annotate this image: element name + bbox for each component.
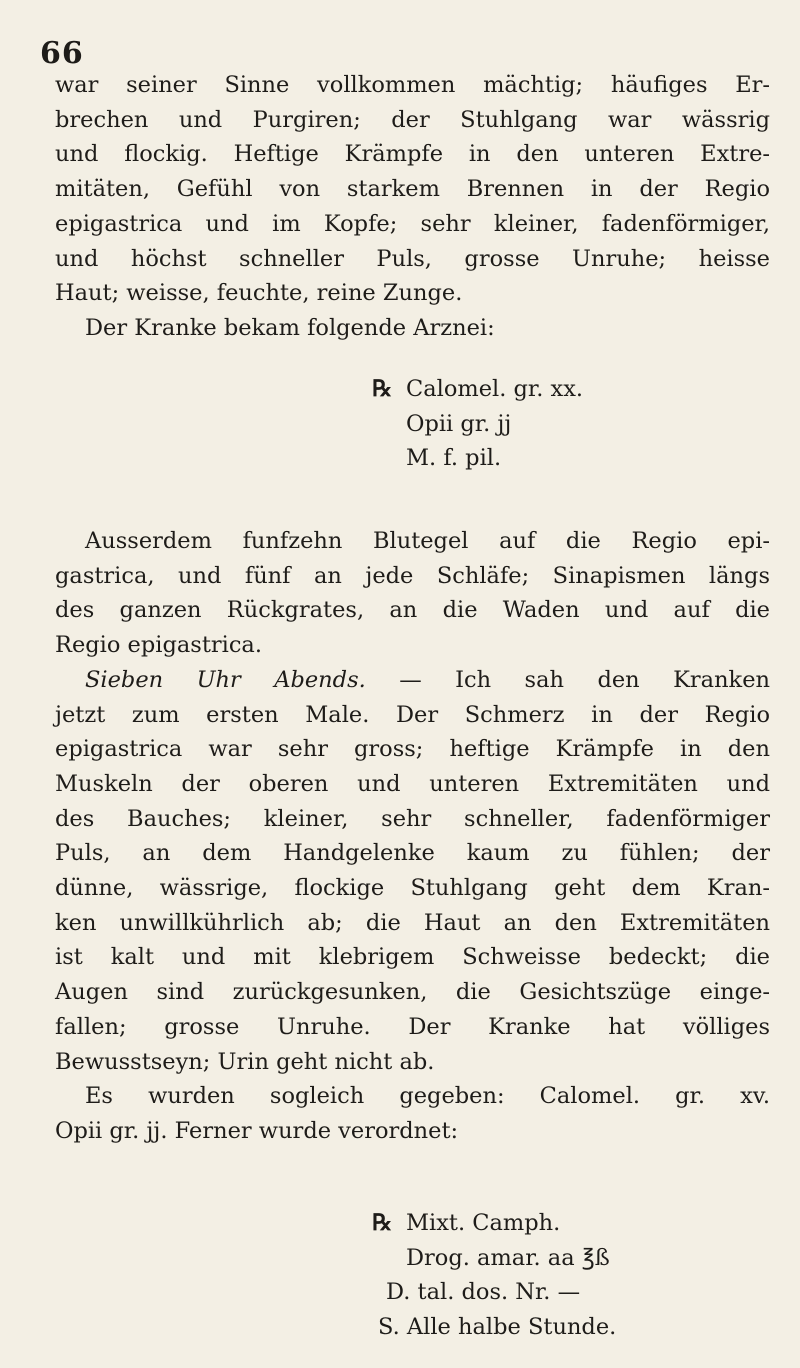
page-number: 66 [40, 36, 84, 71]
text-line: dünne, wässrige, flockige Stuhlgang geht dem Kran- [55, 875, 770, 902]
prescription-line: Opii gr. jj [406, 410, 512, 437]
prescription-1 [372, 372, 583, 476]
text-line: des ganzen Rückgrates, an die Waden und auf die [55, 597, 770, 624]
prescription-line: S. Alle halbe Stunde. [378, 1314, 617, 1341]
recipe-symbol-icon: ℞ [372, 1210, 393, 1236]
prescription-line: Mixt. Camph. [406, 1210, 561, 1236]
text-line: war seiner Sinne vollkommen mächtig; häufiges Er- [55, 72, 770, 98]
text-line: Opii gr. jj. Ferner wurde verordnet: [55, 1117, 459, 1144]
text-line [55, 663, 770, 698]
prescription-line: D. tal. dos. Nr. — [386, 1279, 581, 1306]
text-line: ken unwillkührlich ab; die Haut an den Extremitäten [55, 909, 770, 936]
text-line: fallen; grosse Unruhe. Der Kranke hat völliges [55, 1013, 770, 1040]
text-line: Muskeln der oberen und unteren Extremitäten und [55, 770, 770, 797]
text-line: Regio epigastrica. [55, 632, 262, 659]
text-line: Bewusstseyn; Urin geht nicht ab. [55, 1048, 435, 1075]
text-fragment: — Ich sah den Kranken [365, 666, 770, 693]
text-line: und höchst schneller Puls, grosse Unruhe; heisse [55, 245, 770, 272]
text-line: epigastrica war sehr gross; heftige Krämpfe in den [55, 736, 770, 763]
text-line: Augen sind zurückgesunken, die Gesichtszüge einge- [55, 979, 770, 1006]
prescription-line: M. f. pil. [406, 445, 502, 472]
text-line: Ausserdem funfzehn Blutegel auf die Regio epi- [85, 528, 770, 554]
text-line: des Bauches; kleiner, sehr schneller, fadenförmiger [55, 805, 770, 832]
text-line: Es wurden sogleich gegeben: Calomel. gr. xv. [85, 1083, 770, 1110]
paragraph-1 [55, 68, 770, 346]
text-line: ist kalt und mit klebrigem Schweisse bedeckt; die [55, 944, 770, 971]
time-heading: Sieben Uhr Abends. [85, 666, 366, 693]
prescription-line: Drog. amar. aa ℥ß [406, 1244, 610, 1271]
text-line: brechen und Purgiren; der Stuhlgang war wässrig [55, 106, 770, 133]
text-line: epigastrica und im Kopfe; sehr kleiner, fadenförmiger, [55, 210, 770, 237]
prescription-line: Calomel. gr. xx. [406, 376, 584, 402]
recipe-symbol-icon: ℞ [372, 376, 393, 402]
text-line: gastrica, und fünf an jede Schläfe; Sinapismen längs [55, 562, 770, 589]
paragraph-2 [55, 524, 770, 1149]
text-line: Haut; weisse, feuchte, reine Zunge. [55, 280, 463, 307]
arznei-sentence: Der Kranke bekam folgende Arznei: [85, 314, 495, 341]
prescription-2 [372, 1206, 616, 1345]
text-line: jetzt zum ersten Male. Der Schmerz in der Regio [55, 701, 770, 728]
text-line: Puls, an dem Handgelenke kaum zu fühlen; der [55, 840, 770, 867]
text-line: und flockig. Heftige Krämpfe in den unteren Extre- [55, 141, 770, 168]
text-line: mitäten, Gefühl von starkem Brennen in der Regio [55, 176, 770, 203]
